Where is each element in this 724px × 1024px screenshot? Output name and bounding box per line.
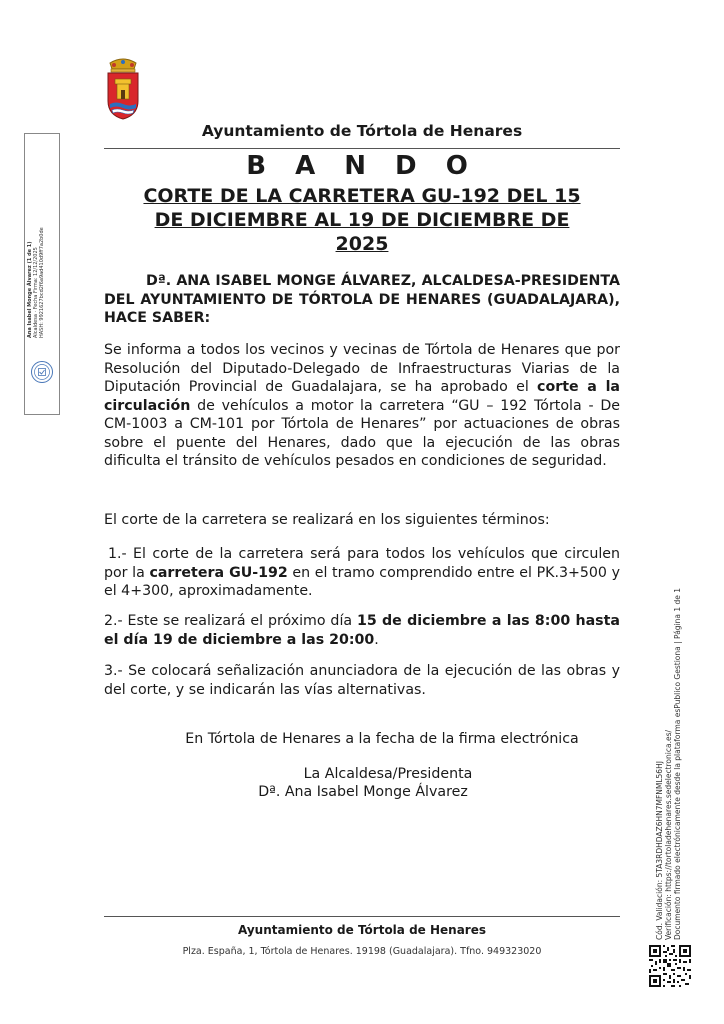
- header-divider: [104, 148, 620, 149]
- signature-date: Alcaldesa · Fecha Firma: 12/12/2025: [33, 247, 39, 338]
- term-item-2: [104, 612, 620, 649]
- p1-text-a: Se informa a todos los vecinos y vecinas de Tórtola de Henares que por Resolución del Diputado-Delegado de Infraestructuras Viarias de la Diputación Provincial de Guadalajara, se ha aprobado el: [104, 342, 620, 395]
- header-organization: Ayuntamiento de Tórtola de Henares: [201, 122, 523, 140]
- coat-of-arms-icon: [104, 57, 142, 121]
- item1-bold: carretera GU-192: [149, 564, 288, 581]
- p1-text-b: de vehículos a motor la carretera “GU – 192 Tórtola - De CM-1003 a CM-101 por Tórtola de Henares” por actuaciones de obras sobre el puente del Henares, dado que la ejecución de las obras dificulta el tránsito de vehículos pesados en condiciones de seguridad.: [104, 397, 620, 469]
- signer-name: Dª. Ana Isabel Monge Álvarez: [258, 784, 468, 800]
- electronic-seal-icon: [30, 360, 54, 384]
- signature-signer: Ana Isabel Monge Álvarez (1 de 1): [27, 241, 33, 338]
- verification-code: Cód. Validación: 5TA3RDHDAZ6HN7MFNML56HJ: [655, 761, 664, 940]
- footer-divider: [104, 916, 620, 917]
- item2-text-a: 2.- Este se realizará el próximo día: [104, 613, 357, 629]
- signature-hash: HASH: 9921627bcd2f6a9ad410d9ff7a2b0de: [39, 227, 45, 338]
- announcement-paragraph: [104, 341, 620, 471]
- item2-bold: 15 de diciembre a las 8:00 hasta el día 19 de diciembre a las 20:00: [104, 613, 620, 648]
- terms-intro: El corte de la carretera se realizará en los siguientes términos:: [104, 512, 550, 528]
- qr-code-icon: [648, 944, 692, 988]
- item2-text-b: .: [374, 631, 379, 648]
- document-subject: [104, 184, 620, 256]
- p1-bold: corte a la circulación: [104, 379, 621, 414]
- signer-role: La Alcaldesa/Presidenta: [303, 766, 473, 782]
- term-item-1: [104, 545, 620, 601]
- subject-line-2: DE DICIEMBRE AL 19 DE DICIEMBRE DE: [154, 209, 570, 231]
- term-item-3: 3.- Se colocará señalización anunciadora de la ejecución de las obras y del corte, y se indicarán las vías alternativas.: [104, 663, 620, 698]
- document-type-title: B A N D O: [246, 151, 478, 181]
- footer-address: Plza. España, 1, Tórtola de Henares. 19198 (Guadalajara). Tfno. 949323020: [182, 946, 542, 957]
- verification-document-note: Documento firmado electrónicamente desde la plataforma esPublico Gestiona | Página 1 de 1: [673, 587, 682, 940]
- subject-line-3: 2025: [335, 233, 389, 255]
- footer-organization: Ayuntamiento de Tórtola de Henares: [237, 923, 486, 937]
- item1-text-b: en el tramo comprendido entre el PK.3+500 y el 4+300, aproximadamente.: [104, 564, 620, 599]
- verification-url[interactable]: Verificación: https://tortoladehenares.sedelectronica.es/: [664, 729, 673, 940]
- intro-paragraph: Dª. ANA ISABEL MONGE ÁLVAREZ, ALCALDESA-PRESIDENTA DEL AYUNTAMIENTO DE TÓRTOLA DE HENARES (GUADALAJARA), HACE SABER:: [104, 273, 620, 326]
- closing-line: En Tórtola de Henares a la fecha de la firma electrónica: [185, 731, 579, 747]
- item1-text-a: 1.- El corte de la carretera será para todos los vehículos que circulen por la: [104, 546, 620, 581]
- subject-line-1: CORTE DE LA CARRETERA GU-192 DEL 15: [143, 185, 581, 207]
